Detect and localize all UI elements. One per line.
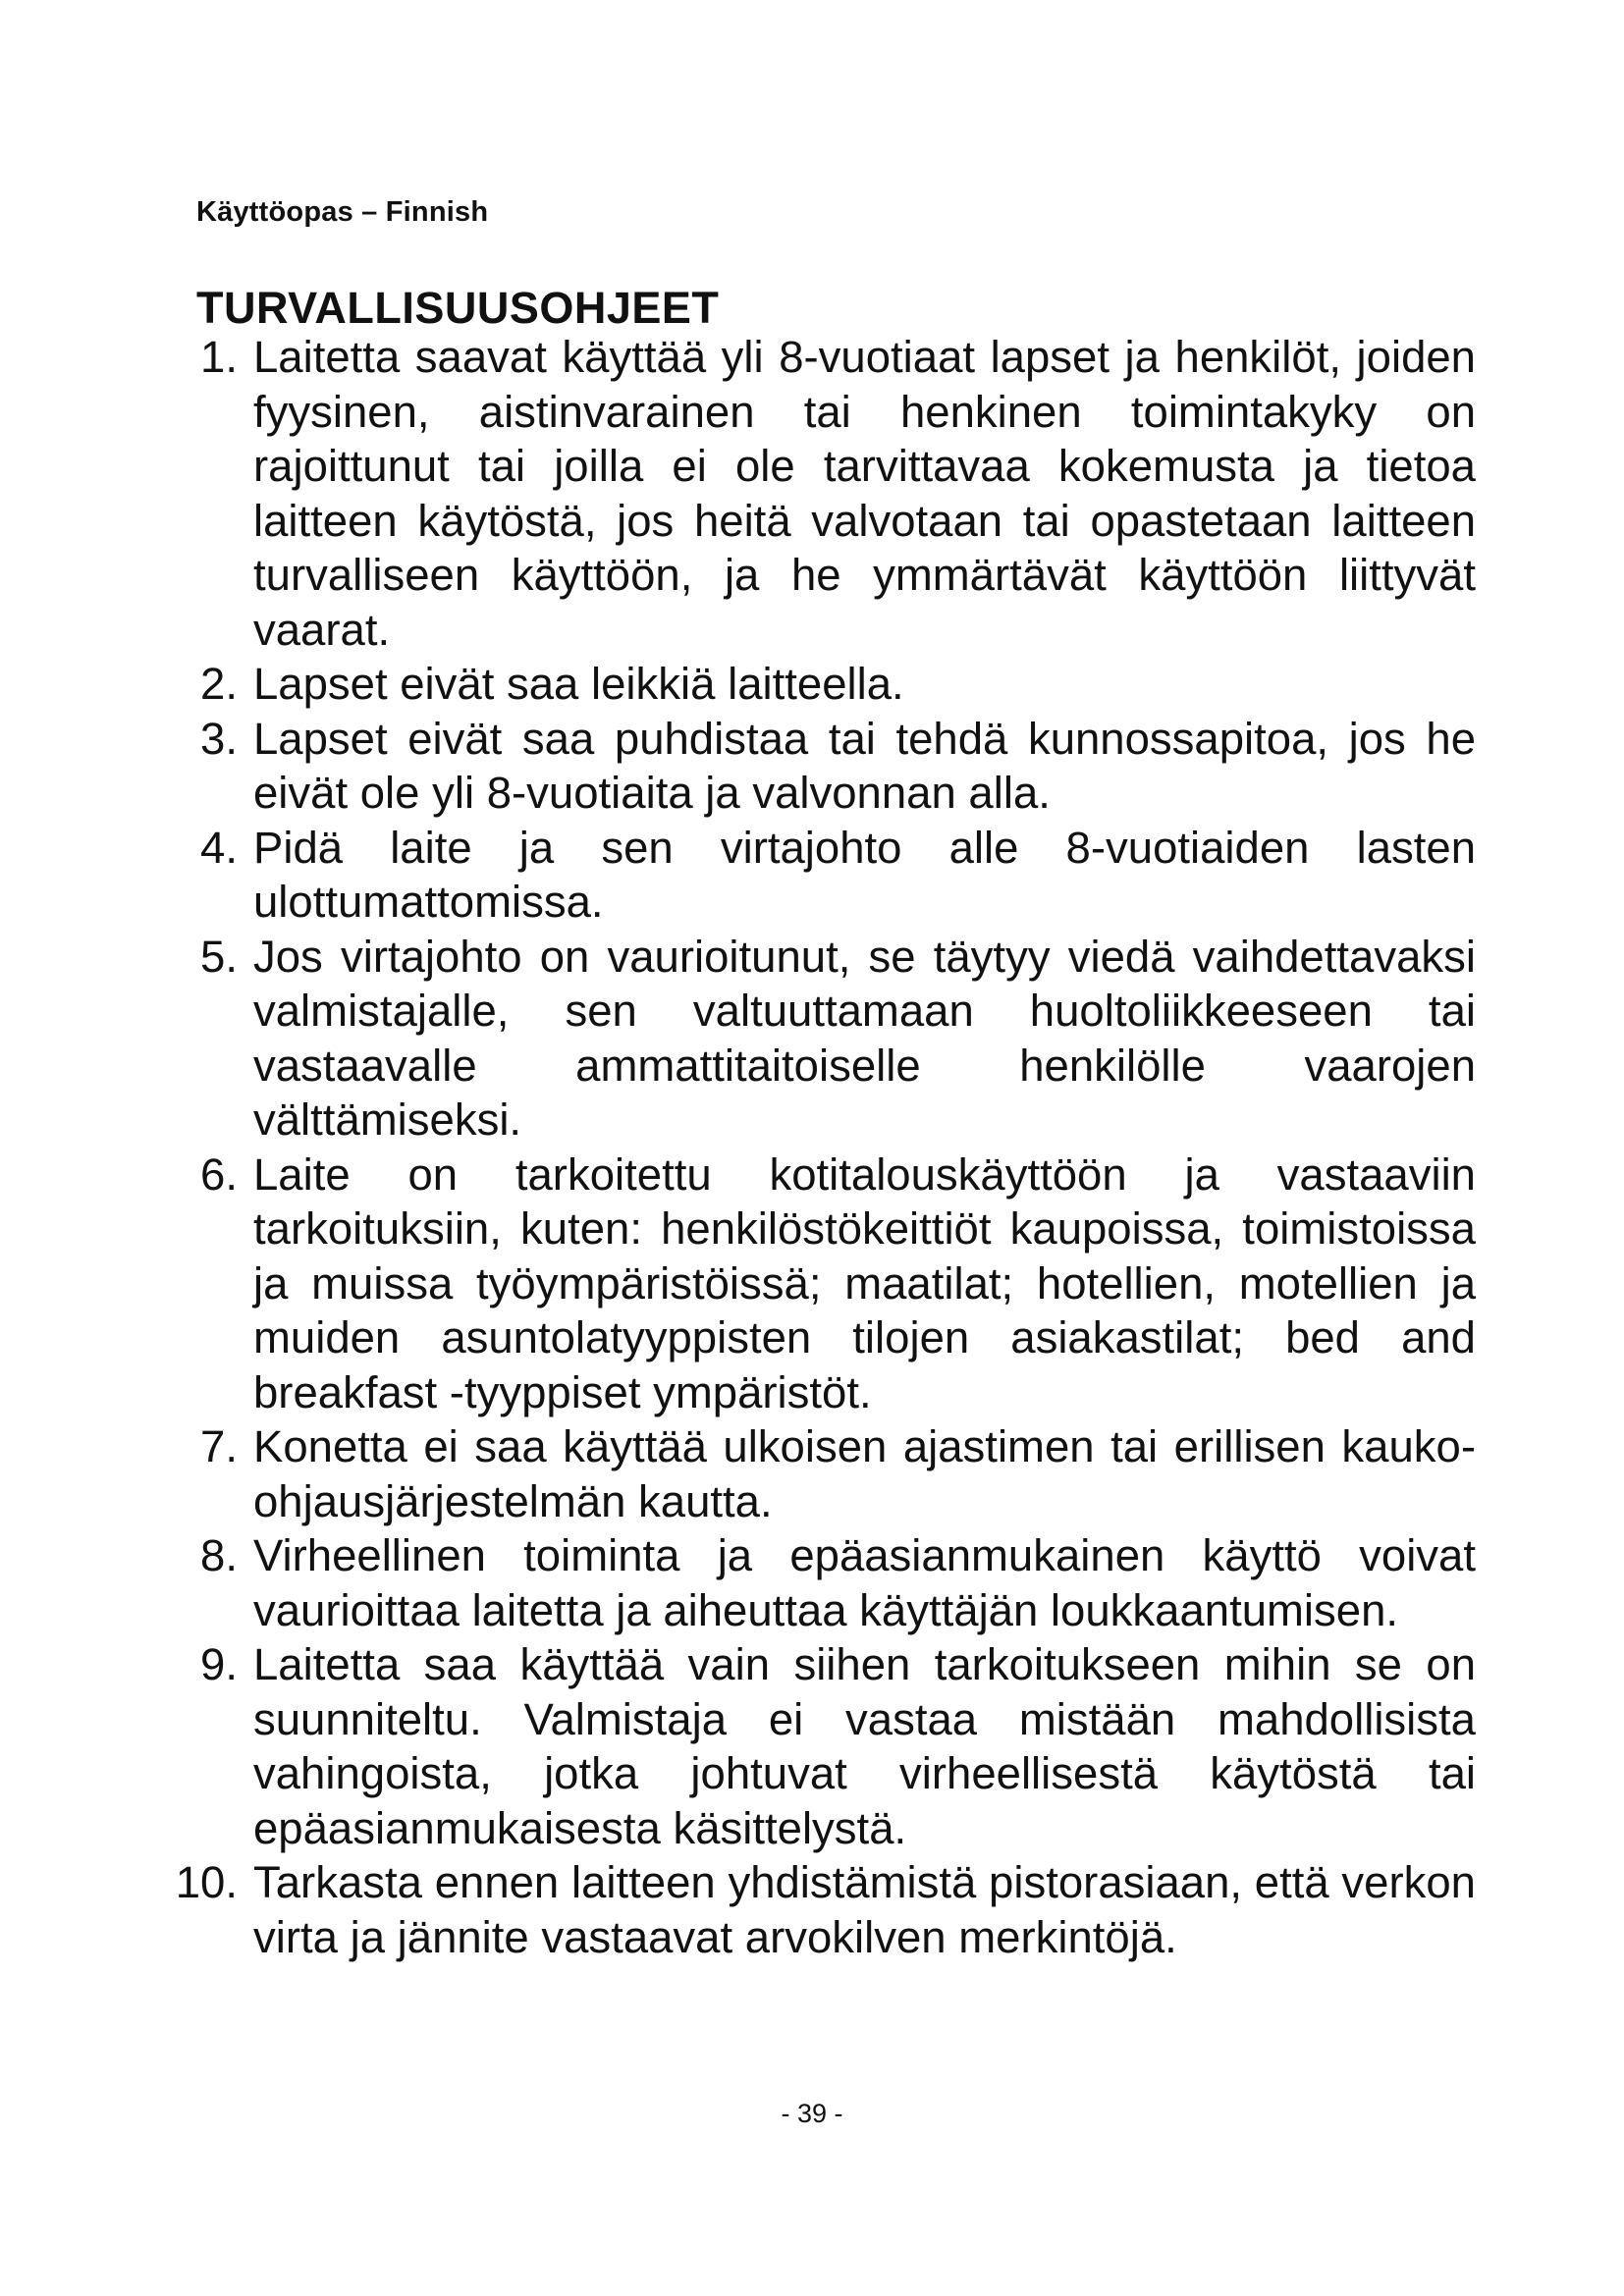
list-item	[145, 657, 1476, 712]
item-text: Tarkasta ennen laitteen yhdistämistä pistorasiaan, että verkon virta ja jännite vastaavat arvokilven merkintöjä.	[253, 1857, 1476, 1962]
list-item	[145, 712, 1476, 821]
list-item	[145, 1148, 1476, 1420]
item-text: Lapset eivät saa puhdistaa tai tehdä kunnossapitoa, jos he eivät ole yli 8-vuotiaita ja valvonnan alla.	[253, 713, 1476, 818]
item-number: 2.	[200, 659, 238, 709]
list-item	[145, 330, 1476, 657]
running-header: Käyttöopas – Finnish	[196, 196, 489, 228]
list-item	[145, 930, 1476, 1148]
list-item	[145, 1637, 1476, 1855]
item-number: 9.	[200, 1639, 238, 1689]
item-number: 5.	[200, 931, 238, 982]
item-text: Konetta ei saa käyttää ulkoisen ajastimen tai erillisen kauko-ohjausjärjestelmän kautta.	[253, 1421, 1476, 1526]
page-number: - 39 -	[781, 2099, 843, 2128]
item-text: Pidä laite ja sen virtajohto alle 8-vuotiaiden lasten ulottumattomissa.	[253, 822, 1476, 927]
item-text: Lapset eivät saa leikkiä laitteella.	[253, 659, 904, 709]
item-number: 3.	[200, 713, 238, 764]
item-text: Virheellinen toiminta ja epäasianmukainen käyttö voivat vaurioittaa laitetta ja aiheuttaa käyttäjän loukkaantumisen.	[253, 1530, 1476, 1635]
item-text: Laitetta saavat käyttää yli 8-vuotiaat lapset ja henkilöt, joiden fyysinen, aistinvarainen tai henkinen toimintakyky on rajoittunut tai joilla ei ole tarvittavaa kokemusta ja tietoa laitteen käytöstä, jos heitä valvotaan tai opastetaan laitteen turvalliseen käyttöön, ja he ymmärtävät käyttöön liittyvät vaarat.	[253, 332, 1476, 655]
item-number: 4.	[200, 822, 238, 873]
item-number: 10.	[175, 1857, 238, 1907]
item-number: 6.	[200, 1148, 238, 1200]
section-title: TURVALLISUUSOHJEET	[196, 283, 720, 333]
item-text: Jos virtajohto on vaurioitunut, se täytyy viedä vaihdettavaksi valmistajalle, sen valtuuttamaan huoltoliikkeeseen tai vastaavalle ammattitaitoiselle henkilölle vaarojen välttämiseksi.	[253, 931, 1476, 1145]
list-item	[145, 1855, 1476, 1964]
item-number: 1.	[200, 332, 238, 382]
item-number: 8.	[200, 1530, 238, 1580]
list-item	[145, 821, 1476, 930]
item-number: 7.	[200, 1421, 238, 1471]
list-item	[145, 1528, 1476, 1637]
safety-instructions-list	[145, 330, 1476, 1964]
list-item	[145, 1419, 1476, 1528]
item-text: Laitetta saa käyttää vain siihen tarkoitukseen mihin se on suunniteltu. Valmistaja ei vastaa mistään mahdollisista vahingoista, jotka johtuvat virheellisestä käytöstä tai epäasianmukaisesta käsittelystä.	[253, 1639, 1476, 1853]
item-text: Laite on tarkoitettu kotitalouskäyttöön ja vastaaviin tarkoituksiin, kuten: henkilöstökeittiöt kaupoissa, toimistoissa ja muissa työympäristöissä; maatilat; hotellien, motellien ja muiden asuntolatyyppisten tilojen asiakastilat; bed and breakfast -tyyppiset ympäristöt.	[253, 1148, 1476, 1417]
